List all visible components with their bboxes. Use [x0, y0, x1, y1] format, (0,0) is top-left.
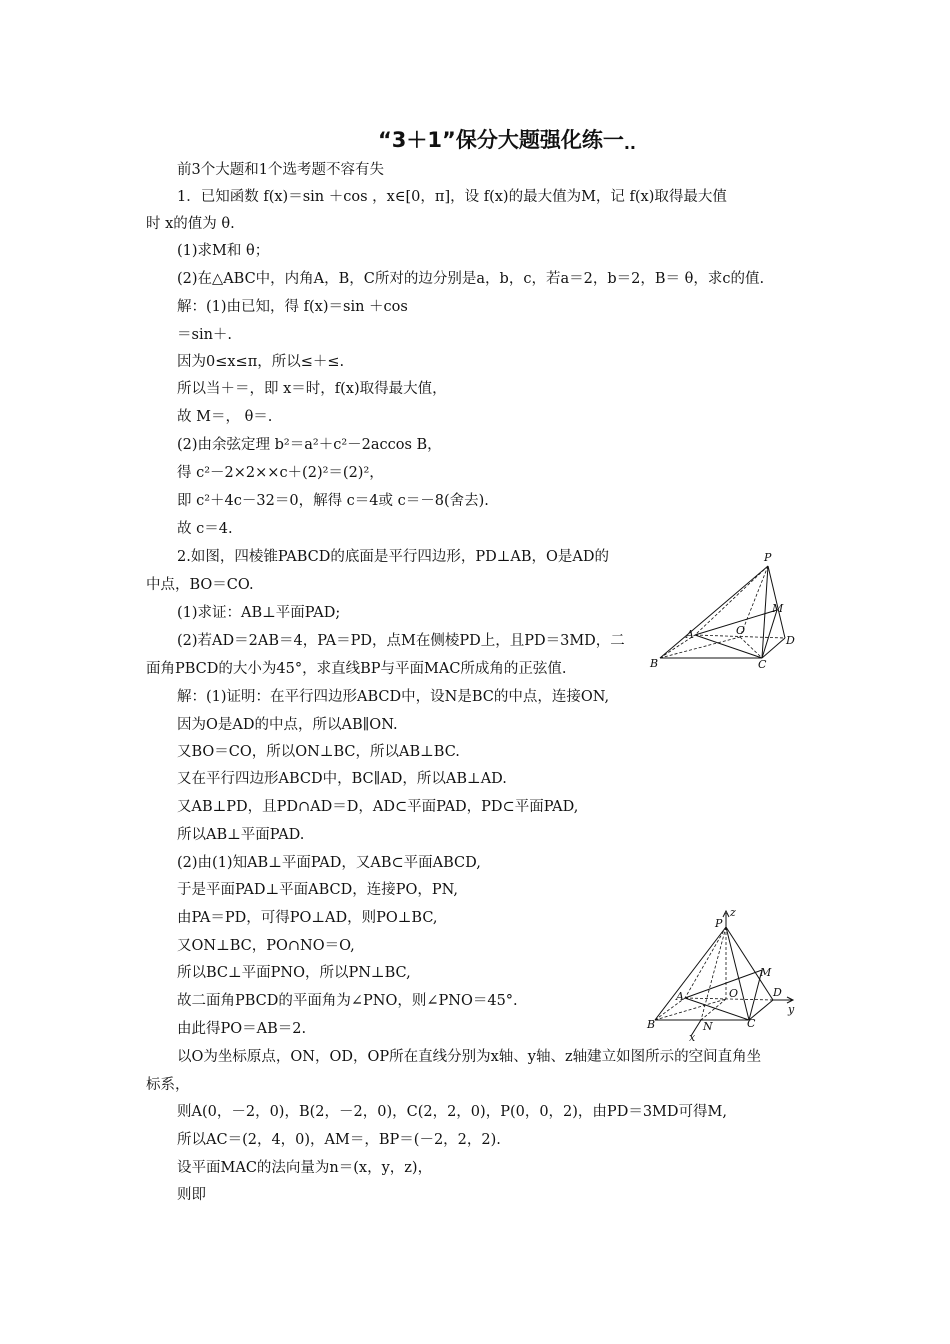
- solution1-line6: (2)由余弦定理 b²＝a²＋c²－2accos B，: [177, 437, 442, 453]
- label-D: D: [786, 634, 795, 647]
- solution1-line9: 故 c＝4.: [177, 521, 233, 537]
- solution2-line1: 解：(1)证明：在平行四边形ABCD中，设N是BC的中点，连接ON,: [177, 689, 610, 705]
- problem1-statement-line1: 1．已知函数 f(x)＝sin ＋cos ，x∈[0，π]，设 f(x)的最大值为M，记 f(x)取得最大值: [177, 189, 727, 205]
- label-B: B: [650, 657, 659, 670]
- label-D: D: [773, 986, 782, 999]
- label-A: A: [676, 990, 684, 1003]
- intro-line: 前3个大题和1个选考题不容有失: [177, 162, 384, 178]
- label-C: C: [747, 1017, 756, 1030]
- label-B: B: [647, 1018, 656, 1031]
- solution2-line6: 所以AB⊥平面PAD.: [177, 827, 305, 843]
- pyramid-figure-1-drawing: [650, 548, 800, 673]
- label-y: y: [788, 1003, 795, 1016]
- solution2-line10: 又ON⊥BC，PO∩NO＝O,: [177, 938, 355, 954]
- label-O: O: [729, 987, 739, 1000]
- problem1-statement-line2: 时 x的值为 θ.: [146, 216, 235, 232]
- problem2-part1: (1)求证：AB⊥平面PAD;: [177, 605, 341, 621]
- solution2-line14: 以O为坐标原点，ON，OD，OP所在直线分别为x轴、y轴、z轴建立如图所示的空间直角坐: [177, 1049, 762, 1065]
- solution1-line2: ＝sin＋.: [177, 327, 233, 343]
- solution2-line8: 于是平面PAD⊥平面ABCD，连接PO，PN,: [177, 882, 459, 898]
- solution2-line17: 所以AC＝(2，4，0)，AM＝，BP＝(－2，2，2).: [177, 1132, 501, 1148]
- solution1-line8: 即 c²＋4c－32＝0，解得 c＝4或 c＝－8(舍去).: [177, 493, 489, 509]
- label-P: P: [764, 551, 772, 564]
- solution2-line3: 又BO＝CO，所以ON⊥BC，所以AB⊥BC.: [177, 744, 460, 760]
- problem2-part2-line2: 面角PBCD的大小为45°，求直线BP与平面MAC所成角的正弦值.: [146, 661, 567, 677]
- page-title: [378, 124, 636, 154]
- solution2-line11: 所以BC⊥平面PNO，所以PN⊥BC,: [177, 965, 411, 981]
- solution2-line13: 由此得PO＝AB＝2.: [177, 1021, 307, 1037]
- problem2-statement-line2: 中点，BO＝CO.: [146, 577, 254, 593]
- solution1-line7: 得 c²－2×2××c＋(2)²＝(2)²，: [177, 465, 384, 481]
- label-C: C: [758, 658, 767, 671]
- title-dots: ..: [623, 134, 636, 153]
- label-N: N: [703, 1020, 713, 1033]
- solution2-line7: (2)由(1)知AB⊥平面PAD，又AB⊂平面ABCD,: [177, 855, 481, 871]
- solution2-line5: 又AB⊥PD，且PD∩AD＝D，AD⊂平面PAD，PD⊂平面PAD,: [177, 799, 579, 815]
- solution1-line1: 解：(1)由已知，得 f(x)＝sin ＋cos: [177, 299, 408, 315]
- label-P: P: [715, 917, 723, 930]
- solution2-line2: 因为O是AD的中点，所以AB∥ON.: [177, 717, 398, 733]
- solution2-line16: 则A(0，－2，0)，B(2，－2，0)，C(2，2，0)，P(0，0，2)，由PD＝3MD可得M,: [177, 1104, 727, 1120]
- label-O: O: [736, 624, 746, 637]
- solution2-line19: 则即: [177, 1187, 206, 1203]
- label-z: z: [730, 906, 736, 919]
- pyramid-figure-2: [645, 905, 805, 1044]
- solution2-line15: 标系，: [146, 1077, 190, 1093]
- solution2-line9: 由PA＝PD，可得PO⊥AD，则PO⊥BC,: [177, 910, 438, 926]
- solution1-line3: 因为0≤x≤π，所以≤＋≤.: [177, 354, 345, 370]
- problem1-part2: (2)在△ABC中，内角A，B，C所对的边分别是a，b，c，若a＝2，b＝2，B＝ θ，求c的值.: [177, 271, 765, 287]
- pyramid-figure-2-drawing: [645, 905, 805, 1044]
- title-suffix: 一: [602, 128, 624, 152]
- title-main: “3＋1”保分大题强化练: [378, 128, 603, 152]
- label-x: x: [689, 1031, 696, 1044]
- solution1-line4: 所以当＋＝，即 x＝时，f(x)取得最大值，: [177, 381, 447, 397]
- label-M: M: [772, 602, 784, 615]
- problem2-part2-line1: (2)若AD＝2AB＝4，PA＝PD，点M在侧棱PD上，且PD＝3MD，二: [177, 633, 625, 649]
- solution1-line5: 故 M＝， θ＝.: [177, 409, 273, 425]
- pyramid-figure-1: [650, 548, 800, 677]
- solution2-line12: 故二面角PBCD的平面角为∠PNO，则∠PNO＝45°.: [177, 993, 518, 1009]
- label-A: A: [686, 628, 694, 641]
- solution2-line4: 又在平行四边形ABCD中，BC∥AD，所以AB⊥AD.: [177, 771, 507, 787]
- solution2-line18: 设平面MAC的法向量为n＝(x，y，z)，: [177, 1160, 433, 1176]
- problem2-statement-line1: 2.如图，四棱锥PABCD的底面是平行四边形，PD⊥AB，O是AD的: [177, 549, 610, 565]
- problem1-part1: (1)求M和 θ；: [177, 243, 270, 259]
- label-M: M: [760, 966, 772, 979]
